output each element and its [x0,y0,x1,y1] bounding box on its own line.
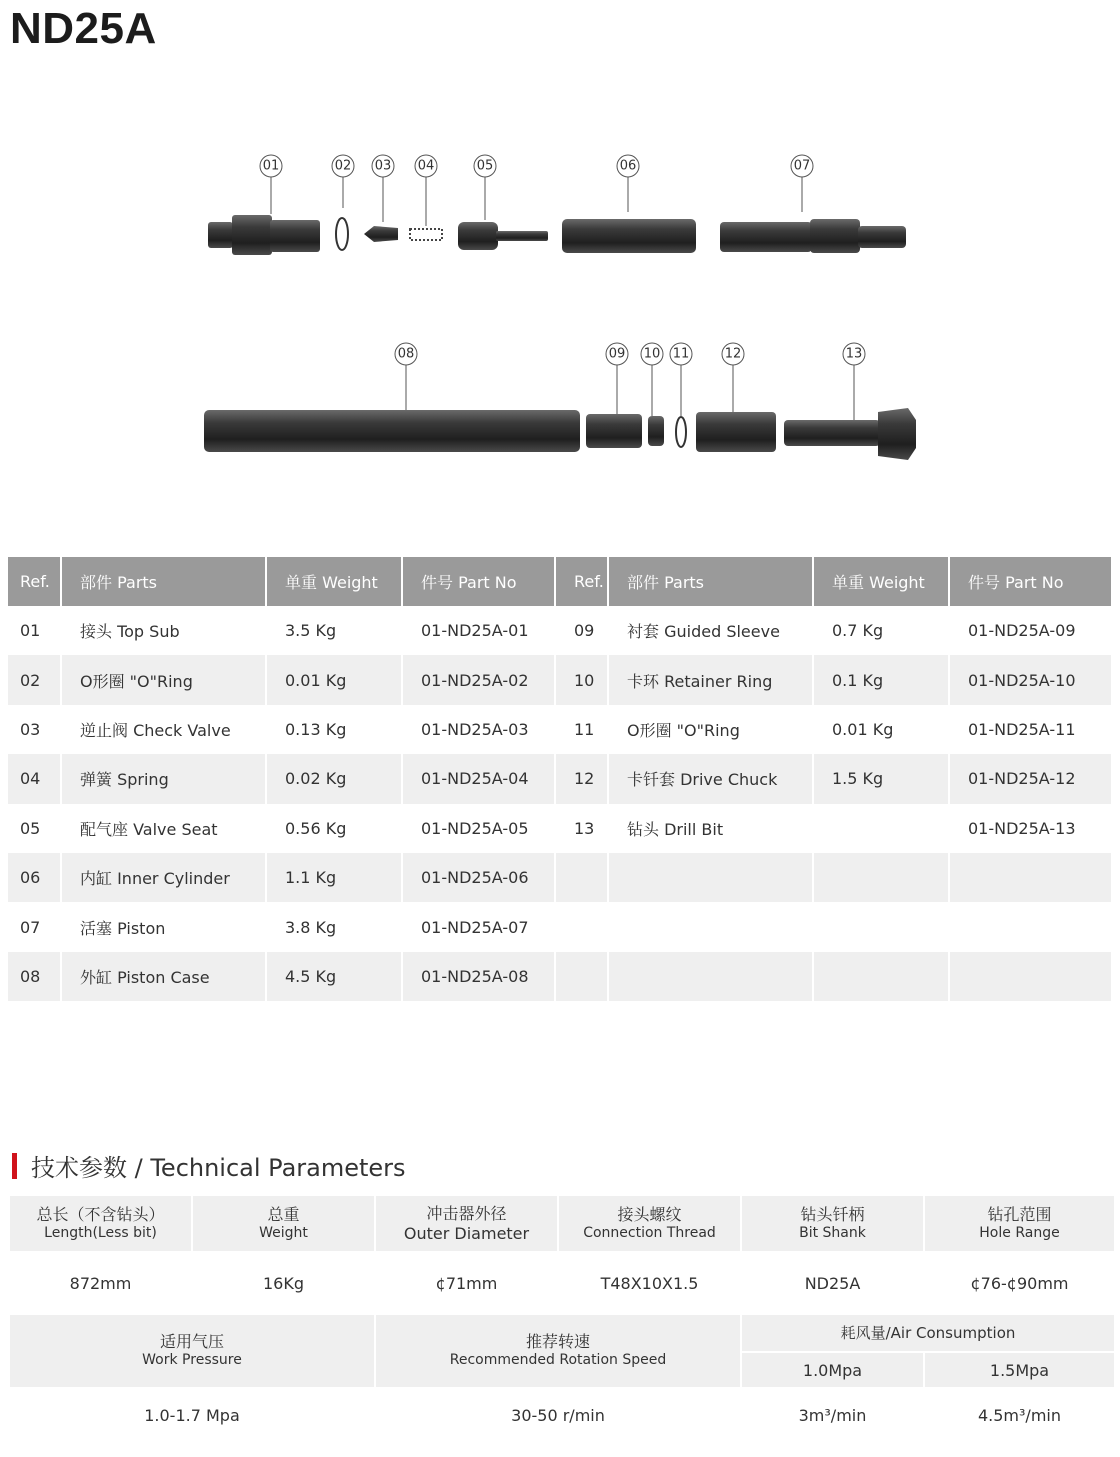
svg-text:13: 13 [845,346,863,362]
tech-value-length: 872mm [9,1252,192,1314]
header-ref: Ref. [8,557,61,606]
tech-value-work-pressure: 1.0-1.7 Mpa [9,1388,375,1442]
part-08-piston-case [204,410,580,452]
cell-ref: 10 [555,655,608,704]
header-weight: 单重 Weight [813,557,949,606]
cell-part-no: 01-ND25A-06 [402,853,555,902]
cell-part-no: 01-ND25A-01 [402,606,555,655]
tech-header-hole-range: 钻孔范围 Hole Range [924,1195,1115,1252]
air-pressure-1: 1.0Mpa [741,1352,924,1388]
cell-ref: 08 [8,952,61,1001]
table-row [8,804,1112,853]
cell-weight: 1.5 Kg [813,754,949,803]
cell-ref: 02 [8,655,61,704]
part-01-top-sub [208,215,320,255]
header-parts: 部件 Parts [608,557,813,606]
cell-weight: 0.01 Kg [266,655,402,704]
cell-part-no: 01-ND25A-12 [949,754,1112,803]
svg-text:06: 06 [619,158,637,174]
cell-part-no: 01-ND25A-07 [402,902,555,951]
cell-ref [555,952,608,1001]
air-pressure-2: 1.5Mpa [924,1352,1115,1388]
table-row [8,655,1112,704]
cell-part-no: 01-ND25A-08 [402,952,555,1001]
callout-04 [415,155,437,226]
cell-ref: 09 [555,606,608,655]
cell-part-no [949,853,1112,902]
cell-part: 卡钎套 Drive Chuck [608,754,813,803]
cell-part: 接头 Top Sub [61,606,266,655]
callout-08 [395,343,417,410]
cell-ref [555,902,608,951]
cell-ref: 03 [8,705,61,754]
cell-part-no: 01-ND25A-13 [949,804,1112,853]
tech-header-air-consumption: 耗风量/Air Consumption [741,1314,1115,1352]
cell-weight: 0.13 Kg [266,705,402,754]
cell-ref: 05 [8,804,61,853]
part-03-check-valve [364,226,398,242]
cell-part [608,902,813,951]
cell-part: 逆止阀 Check Valve [61,705,266,754]
cell-part: 弹簧 Spring [61,754,266,803]
svg-text:11: 11 [672,346,690,362]
cell-weight: 0.1 Kg [813,655,949,704]
tech-value-outer-diameter: ¢71mm [375,1252,558,1314]
tech-params-table [8,1194,1116,1443]
page-title: ND25A [10,4,157,53]
cell-weight [813,853,949,902]
callout-12 [722,343,744,412]
cell-ref: 13 [555,804,608,853]
svg-text:03: 03 [374,158,392,174]
table-row [8,853,1112,902]
part-06-inner-cylinder [562,219,696,253]
table-row [8,606,1112,655]
section-title: 技术参数 / Technical Parameters [31,1154,406,1182]
cell-weight [813,804,949,853]
header-part-no: 件号 Part No [402,557,555,606]
cell-part [608,853,813,902]
air-consumption-value-2: 4.5m³/min [924,1388,1115,1442]
svg-text:02: 02 [334,158,352,174]
callout-10 [641,343,663,416]
cell-weight: 0.7 Kg [813,606,949,655]
table-row [8,754,1112,803]
cell-part: 钻头 Drill Bit [608,804,813,853]
cell-part: 外缸 Piston Case [61,952,266,1001]
tech-header-bit-shank: 钻头钎柄 Bit Shank [741,1195,924,1252]
cell-part: 内缸 Inner Cylinder [61,853,266,902]
parts-table-header [8,557,1112,606]
tech-header-work-pressure: 适用气压 Work Pressure [9,1314,375,1388]
cell-weight: 0.01 Kg [813,705,949,754]
part-10-retainer-ring [648,416,664,446]
callout-01 [260,155,282,214]
tech-header-weight: 总重 Weight [192,1195,375,1252]
cell-part-no: 01-ND25A-11 [949,705,1112,754]
svg-text:10: 10 [643,346,661,362]
cell-weight [813,902,949,951]
svg-text:07: 07 [793,158,811,174]
cell-weight: 1.1 Kg [266,853,402,902]
cell-ref: 07 [8,902,61,951]
part-05-valve-seat [458,222,548,250]
cell-part-no [949,902,1112,951]
cell-weight: 3.8 Kg [266,902,402,951]
part-13-drill-bit [784,408,916,460]
cell-part-no: 01-ND25A-10 [949,655,1112,704]
parts-table [8,557,1113,1001]
cell-weight: 4.5 Kg [266,952,402,1001]
cell-ref: 11 [555,705,608,754]
tech-value-hole-range: ¢76-¢90mm [924,1252,1115,1314]
section-accent-bar [12,1153,17,1179]
callout-13 [843,343,865,420]
svg-text:05: 05 [476,158,494,174]
cell-weight: 3.5 Kg [266,606,402,655]
tech-header-length: 总长（不含钻头） Length(Less bit) [9,1195,192,1252]
part-04-spring [410,229,442,240]
cell-part: 衬套 Guided Sleeve [608,606,813,655]
part-02-o-ring [336,218,348,250]
callout-09 [606,343,628,414]
tech-value-bit-shank: ND25A [741,1252,924,1314]
part-11-o-ring [676,417,686,447]
cell-part-no [949,952,1112,1001]
header-weight: 单重 Weight [266,557,402,606]
part-09-guided-sleeve [586,414,642,448]
cell-ref: 12 [555,754,608,803]
tech-section-header [12,1148,406,1183]
svg-text:01: 01 [262,158,280,174]
cell-part: 卡环 Retainer Ring [608,655,813,704]
cell-ref: 04 [8,754,61,803]
callout-03 [372,155,394,222]
cell-part: 配气座 Valve Seat [61,804,266,853]
table-row [8,902,1112,951]
table-row [8,952,1112,1001]
cell-part-no: 01-ND25A-09 [949,606,1112,655]
cell-weight: 0.02 Kg [266,754,402,803]
cell-ref: 01 [8,606,61,655]
callout-07 [791,155,813,212]
callout-05 [474,155,496,220]
cell-part: O形圈 "O"Ring [608,705,813,754]
table-row [8,705,1112,754]
cell-part-no: 01-ND25A-03 [402,705,555,754]
cell-part: O形圈 "O"Ring [61,655,266,704]
exploded-parts-diagram [0,140,1120,470]
svg-text:12: 12 [724,346,742,362]
callout-11 [670,343,692,416]
tech-value-connection-thread: T48X10X1.5 [558,1252,741,1314]
callout-06 [617,155,639,212]
tech-value-rotation-speed: 30-50 r/min [375,1388,741,1442]
cell-part: 活塞 Piston [61,902,266,951]
callout-02 [332,155,354,208]
cell-ref [555,853,608,902]
cell-weight: 0.56 Kg [266,804,402,853]
tech-value-weight: 16Kg [192,1252,375,1314]
tech-header-connection-thread: 接头螺纹 Connection Thread [558,1195,741,1252]
cell-ref: 06 [8,853,61,902]
svg-text:04: 04 [417,158,435,174]
cell-part-no: 01-ND25A-02 [402,655,555,704]
cell-part-no: 01-ND25A-05 [402,804,555,853]
part-12-drive-chuck [696,412,776,452]
header-ref: Ref. [555,557,608,606]
header-part-no: 件号 Part No [949,557,1112,606]
svg-text:08: 08 [397,346,415,362]
cell-weight [813,952,949,1001]
air-consumption-value-1: 3m³/min [741,1388,924,1442]
tech-header-outer-diameter: 冲击器外径 Outer Diameter [375,1195,558,1252]
header-parts: 部件 Parts [61,557,266,606]
cell-part-no: 01-ND25A-04 [402,754,555,803]
svg-text:09: 09 [608,346,626,362]
tech-header-rotation-speed: 推荐转速 Recommended Rotation Speed [375,1314,741,1388]
cell-part [608,952,813,1001]
part-07-piston [720,219,906,253]
